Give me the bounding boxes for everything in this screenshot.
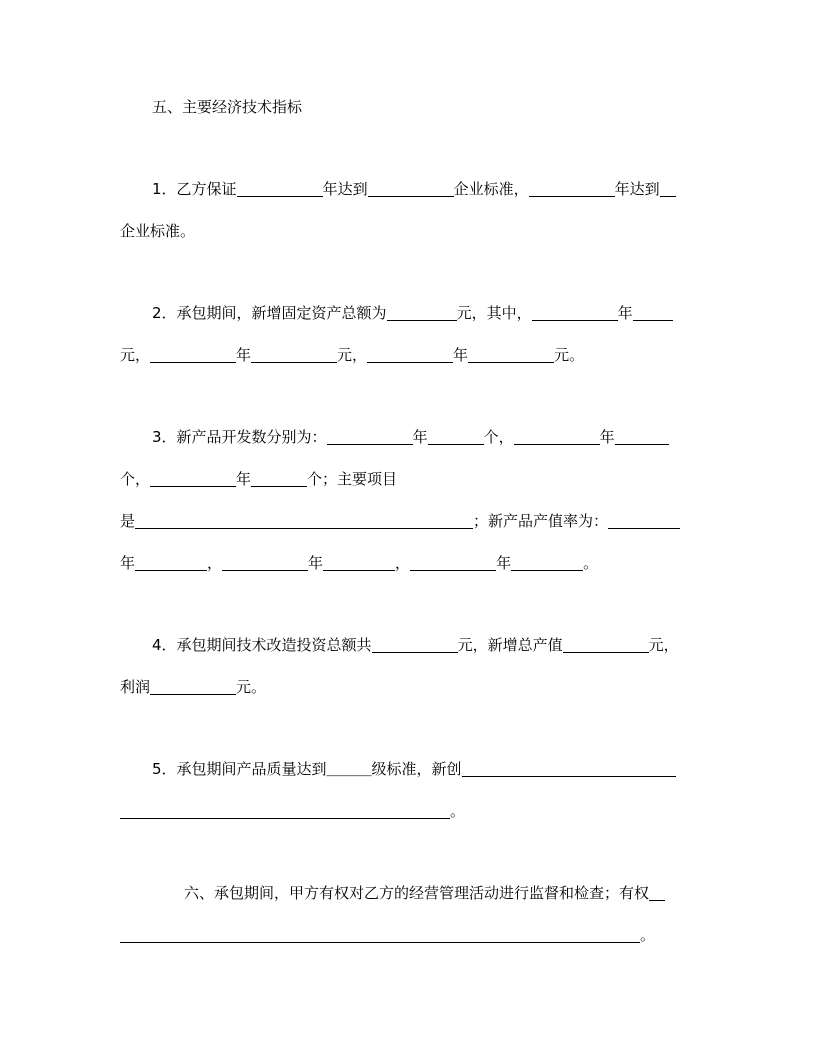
- item-3-line-3: 是 ；新产品产值率为：: [120, 510, 680, 532]
- item-3-line-2: 个， 年 个；主要项目: [120, 470, 398, 488]
- blank-field[interactable]: [368, 180, 454, 197]
- blank-field[interactable]: [372, 636, 458, 653]
- blank-field[interactable]: [150, 470, 236, 487]
- blank-field[interactable]: [387, 304, 457, 321]
- section-6-line-2: 。: [120, 924, 655, 946]
- blank-field[interactable]: [323, 554, 395, 571]
- blank-field[interactable]: [563, 636, 649, 653]
- section-heading: 五、主要经济技术指标: [152, 98, 303, 116]
- blank-field[interactable]: [511, 554, 583, 571]
- item-5-line-2: 。: [120, 800, 465, 822]
- blank-field[interactable]: [468, 346, 554, 363]
- item-2-line-1: 2．承包期间，新增固定资产总额为 元，其中， 年: [152, 302, 673, 324]
- blank-field[interactable]: [532, 304, 618, 321]
- blank-field[interactable]: [367, 346, 453, 363]
- blank-field[interactable]: [135, 554, 207, 571]
- blank-field[interactable]: [529, 180, 615, 197]
- blank-field[interactable]: [237, 180, 323, 197]
- item-1-line-2: 企业标准。: [120, 222, 196, 240]
- blank-field[interactable]: [222, 554, 308, 571]
- blank-field[interactable]: [660, 180, 676, 197]
- blank-field[interactable]: [251, 470, 307, 487]
- item-2-line-2: 元， 年 元， 年 元。: [120, 346, 585, 364]
- blank-field[interactable]: [150, 346, 236, 363]
- item-1-line-1: 1．乙方保证 年达到 企业标准， 年达到: [152, 178, 676, 200]
- blank-field[interactable]: [462, 760, 676, 777]
- section-6-line-1: 六、承包期间，甲方有权对乙方的经营管理活动进行监督和检查；有权: [184, 882, 665, 904]
- blank-field[interactable]: [633, 304, 673, 321]
- blank-field[interactable]: [120, 802, 450, 819]
- blank-field[interactable]: [150, 678, 236, 695]
- blank-field[interactable]: [649, 884, 665, 901]
- item-4-line-2: 利润 元。: [120, 678, 267, 696]
- blank-field[interactable]: [120, 926, 640, 943]
- item-3-line-1: 3．新产品开发数分别为： 年 个， 年: [152, 426, 669, 448]
- blank-field[interactable]: [608, 512, 680, 529]
- blank-field[interactable]: [615, 428, 669, 445]
- item-4-line-1: 4．承包期间技术改造投资总额共 元，新增总产值 元，: [152, 636, 679, 654]
- blank-field[interactable]: [514, 428, 600, 445]
- blank-field[interactable]: [410, 554, 496, 571]
- item-5-line-1: 5．承包期间产品质量达到＿＿＿级标准，新创: [152, 758, 676, 780]
- blank-field[interactable]: [251, 346, 337, 363]
- blank-field[interactable]: [135, 512, 473, 529]
- blank-field[interactable]: [428, 428, 484, 445]
- blank-field[interactable]: [327, 428, 413, 445]
- item-3-line-4: 年 ， 年 ， 年 。: [120, 554, 599, 572]
